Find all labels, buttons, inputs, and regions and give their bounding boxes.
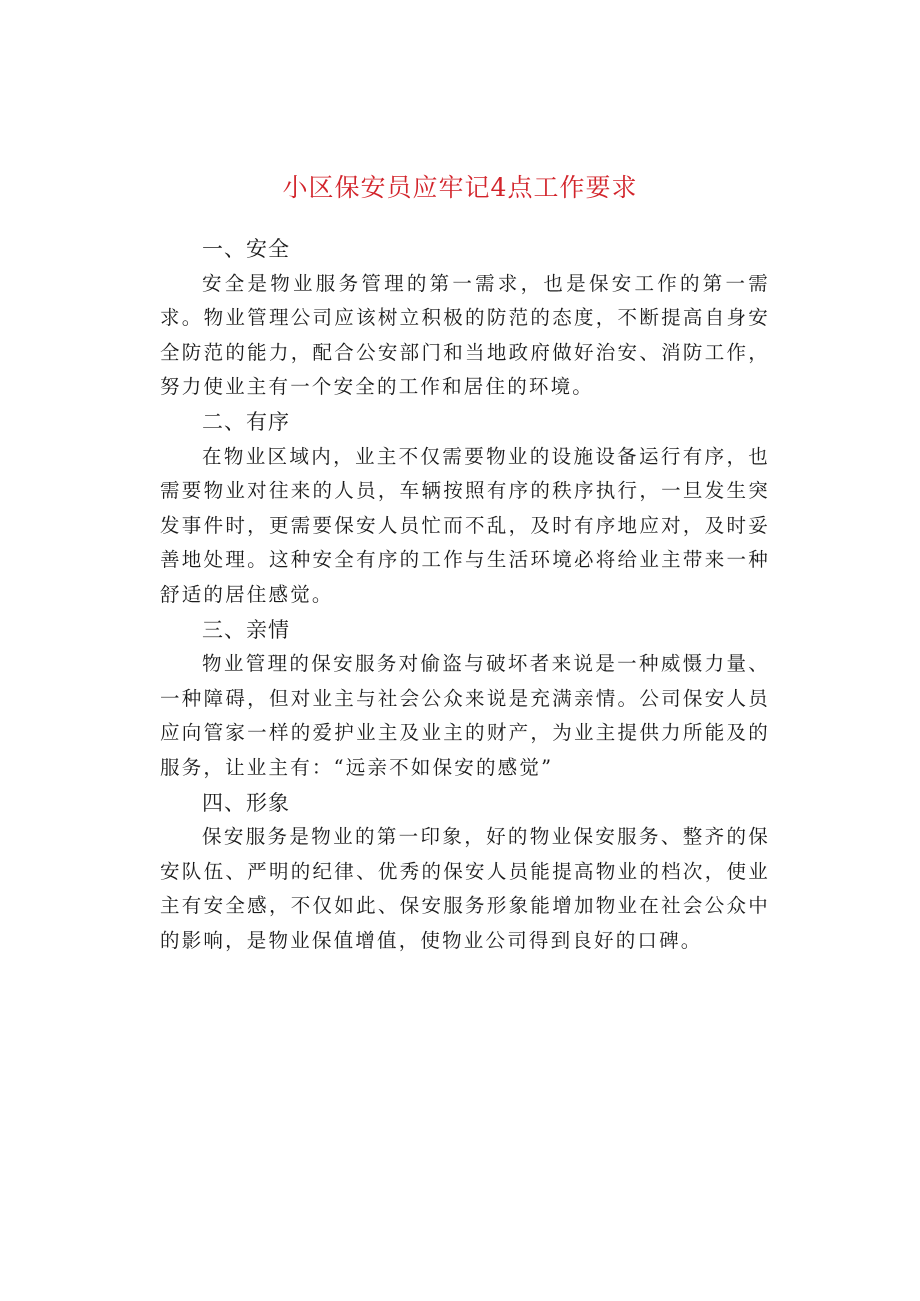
document-title: 小区保安员应牢记4点工作要求 [282, 173, 638, 202]
section-heading-affection: 三、亲情 [202, 617, 290, 642]
section-body-affection: 物业管理的保安服务对偷盗与破坏者来说是一种威慑力量、一种障碍，但对业主与社会公众来说是充满亲情。公司保安人员应向管家一样的爱护业主及业主的财产，为业主提供力所能及的服务，让业主有：“远亲不如保安的感觉” [160, 652, 770, 779]
section-body-image: 保安服务是物业的第一印象，好的物业保安服务、整齐的保安队伍、严明的纪律、优秀的保安人员能提高物业的档次，使业主有安全感，不仅如此、保安服务形象能增加物业在社会公众中的影响，是物业保值增值，使物业公司得到良好的口碑。 [160, 825, 770, 952]
section-heading-order: 二、有序 [202, 409, 290, 434]
section-body-safety: 安全是物业服务管理的第一需求，也是保安工作的第一需求。物业管理公司应该树立积极的防范的态度，不断提高自身安全防范的能力，配合公安部门和当地政府做好治安、消防工作，努力使业主有一个安全的工作和居住的环境。 [160, 271, 770, 399]
section-body-order: 在物业区域内，业主不仅需要物业的设施设备运行有序，也需要物业对往来的人员，车辆按照有序的秩序执行，一旦发生突发事件时，更需要保安人员忙而不乱，及时有序地应对，及时妥善地处理。这种安全有序的工作与生活环境必将给业主带来一种舒适的居住感觉。 [160, 444, 770, 606]
document-body [160, 232, 770, 958]
section-heading-image: 四、形象 [202, 790, 290, 815]
section-heading-safety: 一、安全 [202, 237, 290, 261]
